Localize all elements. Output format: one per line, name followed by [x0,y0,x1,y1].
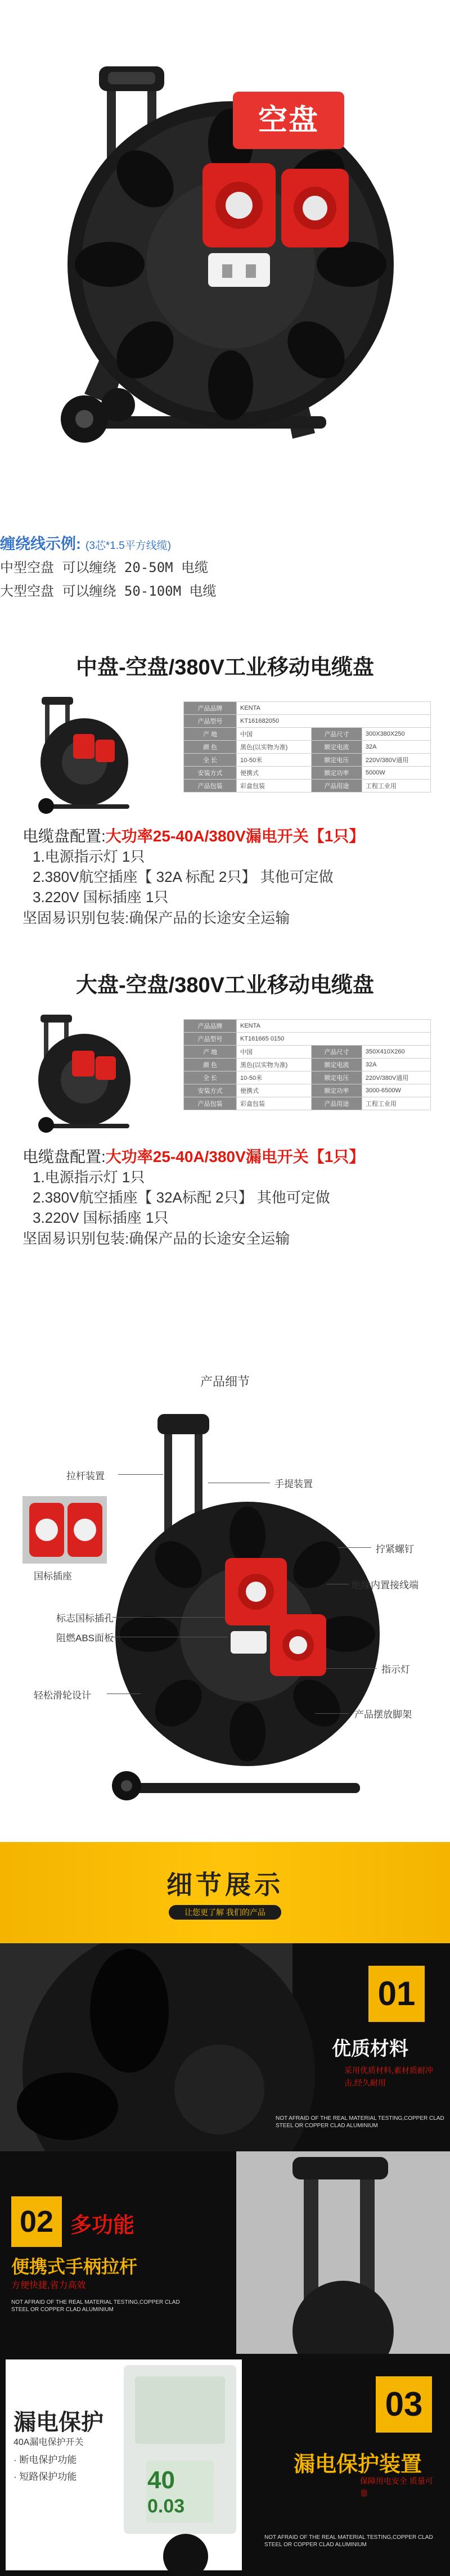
spec-label: 额定电流 [311,1059,362,1071]
spec-label: 额定功率 [311,767,362,780]
feature-3-desc: 保障用电安全 质量可靠 [360,2476,433,2498]
spec-label: 产品型号 [184,715,237,728]
medium-config-head [22,824,439,846]
leader-line [315,1713,349,1714]
config-head-label: 电缆盘配置: [22,827,106,845]
feature-1-title: 优质材料 [332,2038,408,2060]
spec-label: 产品包装 [184,780,237,792]
spec-value: 10-50米 [237,1071,312,1084]
spec-label: 颜 色 [184,1059,237,1071]
leader-line [118,1474,163,1475]
feature-2-english: NOT AFRAID OF THE REAL MATERIAL TESTING,COPPER CLAD STEEL OR COPPER CLAD ALUMINIUM [11,2299,180,2313]
large-config [22,1145,439,1249]
spec-value: 工程工业用 [362,1097,430,1110]
feature-3-panel-title: 漏电保护 [14,2410,104,2435]
large-reel-title: 大盘-空盘/380V工业移动电缆盘 [76,974,374,997]
winding-note: (3芯*1.5平方线缆) [86,540,172,552]
medium-reel-title: 中盘-空盘/380V工业移动电缆盘 [76,656,374,679]
spec-value: 220V/380V通用 [362,1071,430,1084]
spec-value: KT161682050 [237,715,431,728]
feature-multifunction [0,2151,450,2354]
callout-insulation: 绝缘内置接线端 [352,1580,418,1591]
config-head-label: 电缆盘配置: [22,1148,106,1165]
callout-handle: 手提装置 [274,1479,313,1489]
spec-value: 220V/380V通用 [362,754,430,767]
spec-label: 产品用途 [311,1097,362,1110]
spec-value: 3000-6500W [362,1084,430,1097]
config-highlight: 大功率25-40A/380V漏电开关【1只】 [105,1148,365,1165]
config-item: 2.380V航空插座【 32A标配 2只】 其他可定做 [33,1189,330,1206]
leader-line [112,1617,225,1618]
large-config-head [22,1145,439,1167]
feature-2-desc: 方便快捷,省力高效 [11,2281,86,2290]
winding-title [0,532,171,553]
spec-value: 中国 [237,1046,312,1059]
cable-reel-illustration [0,0,450,506]
spec-label: 产品尺寸 [311,1046,362,1059]
spec-label: 产品包装 [184,1097,237,1110]
device-rating-small: 0.03 [147,2496,185,2517]
device-rating-big: 40 [147,2466,175,2494]
feature-quality-material [0,1943,450,2151]
spec-label: 产品用途 [311,780,362,792]
feature-3-english: NOT AFRAID OF THE REAL MATERIAL TESTING,COPPER CLAD STEEL OR COPPER CLAD ALUMINIUM [264,2534,433,2548]
feature-1-number: 01 [368,1966,425,2022]
details-title: 产品细节 [200,1375,250,1389]
spec-label: 额定功率 [311,1084,362,1097]
spec-label: 产品品牌 [184,1020,237,1033]
spec-value: KT161665 0150 [237,1033,431,1046]
leader-line [338,1547,371,1548]
spec-label: 额定电压 [311,754,362,767]
spec-label: 安装方式 [184,767,237,780]
spec-label: 全 长 [184,754,237,767]
config-highlight: 大功率25-40A/380V漏电开关【1只】 [105,827,365,845]
winding-title-text: 缠绕线示例: [0,535,81,552]
callout-stand: 产品摆放脚架 [354,1709,412,1720]
feature-1-desc: 采用优质材料,素材质耐冲击,经久耐用 [344,2066,433,2087]
product-details-section [0,1372,450,1839]
medium-reel-thumbnail [11,695,180,816]
spec-label: 产 地 [184,1046,237,1059]
large-spec-table [183,1019,431,1110]
spec-label: 产品尺寸 [311,728,362,741]
feature-leakage-protection [0,2354,450,2576]
callout-socket: 国标插座 [34,1571,72,1582]
spec-value: 黑色(以实物为准) [237,1059,312,1071]
config-tail: 坚固易识别包装:确保产品的长途安全运输 [22,909,290,926]
config-item: 3.220V 国标插座 1只 [33,889,169,906]
feature-1-english: NOT AFRAID OF THE REAL MATERIAL TESTING,COPPER CLAD STEEL OR COPPER CLAD ALUMINIUM [276,2115,444,2129]
config-item: 3.220V 国标插座 1只 [33,1209,169,1226]
medium-config [22,824,439,929]
medium-spec-card [11,695,439,816]
details-reel-illustration [0,1372,450,1839]
config-tail: 坚固易识别包装:确保产品的长途安全运输 [22,1230,290,1247]
detail-showcase-banner [0,1842,450,1943]
spec-value: 5000W [362,767,430,780]
spec-value: 10-50米 [237,754,312,767]
feature-2-number: 02 [11,2196,62,2247]
callout-indicator: 指示灯 [381,1664,410,1675]
feature-2-subtitle: 便携式手柄拉杆 [11,2257,138,2277]
spec-label: 颜 色 [184,741,237,754]
spec-value: 32A [362,741,430,754]
callout-screw: 拧紧螺钉 [376,1544,414,1555]
callout-rod: 拉杆装置 [66,1471,105,1481]
winding-line-large: 大型空盘 可以缠绕 50-100M 电缆 [0,583,217,599]
spec-label: 安装方式 [184,1084,237,1097]
leader-line [326,1668,377,1669]
config-item: 1.电源指示灯 1只 [33,1169,145,1186]
hero-product-image [0,0,450,506]
spec-value: 中国 [237,728,312,741]
spec-label: 全 长 [184,1071,237,1084]
spec-value: 工程工业用 [362,780,430,792]
large-spec-card [11,1012,439,1133]
spec-label: 产品型号 [184,1033,237,1046]
callout-wheel: 轻松滑轮设计 [34,1690,91,1701]
spec-value: 350X410X260 [362,1046,430,1059]
callout-standard-socket: 标志国标插孔 [56,1613,114,1624]
feature-3-title: 漏电保护装置 [294,2453,422,2476]
banner-subtitle: 让您更了解 我们的产品 [169,1905,281,1920]
feature-3-panel-item: · 短路保护功能 [14,2471,77,2482]
spec-label: 产 地 [184,728,237,741]
medium-spec-table [183,701,431,792]
feature-3-panel-item: · 断电保护功能 [14,2455,77,2465]
spec-value: 便携式 [237,1084,312,1097]
feature-3-number: 03 [376,2376,432,2433]
spec-value: KENTA [237,702,431,715]
spec-label: 额定电压 [311,1071,362,1084]
config-item: 1.电源指示灯 1只 [33,848,145,865]
callout-abs-panel: 阻燃ABS面板 [56,1633,114,1643]
spec-value: 彩盒包装 [237,1097,312,1110]
large-reel-thumbnail [11,1012,180,1133]
spec-value: 黑色(以实物为准) [237,741,312,754]
spec-label: 额定电流 [311,741,362,754]
config-item: 2.380V航空插座【 32A 标配 2只】 其他可定做 [33,868,334,885]
spec-value: 便携式 [237,767,312,780]
feature-2-title: 多功能 [70,2214,135,2237]
winding-example [0,532,450,607]
spec-value: 300X380X250 [362,728,430,741]
spec-value: 32A [362,1059,430,1071]
spec-label: 产品品牌 [184,702,237,715]
empty-reel-badge: 空盘 [233,92,344,149]
spec-value: KENTA [237,1020,431,1033]
feature-3-panel-subtitle: 40A漏电保护开关 [14,2438,84,2447]
banner-title: 细节展示 [166,1870,284,1899]
winding-line-medium: 中型空盘 可以缠绕 20-50M 电缆 [0,560,209,575]
spec-value: 彩盒包装 [237,780,312,792]
